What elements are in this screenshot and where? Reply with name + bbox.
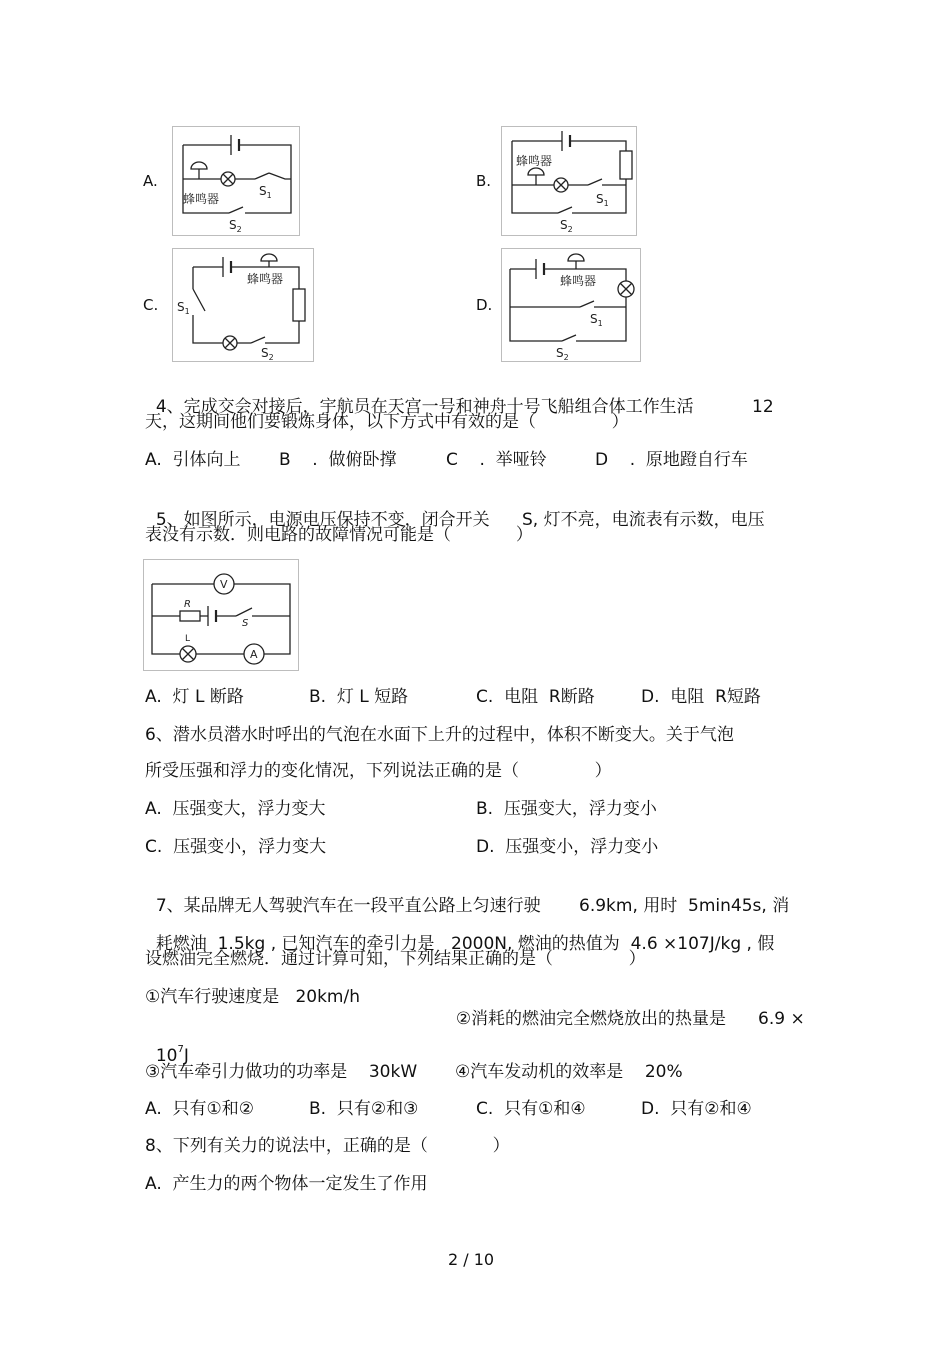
q7-line-2: 耗燃油 1.5kg , 已知汽车的牵引力是 2000N, 燃油的热值为 4.6 ×107J/kg , 假 (155, 934, 775, 954)
q8-choice-a: A. 产生力的两个物体一定发生了作用 (145, 1174, 428, 1194)
svg-text:S2: $S_2$ (556, 346, 569, 361)
svg-text:S2: $S_2$ (560, 218, 573, 234)
q6-choice-a: A. 压强变大，浮力变大 (145, 799, 326, 819)
option-label-b: B. (476, 172, 492, 190)
q4-line-2: 天，这期间他们要锻炼身体，以下方式中有效的是（ ） (145, 412, 629, 432)
resistor-label: R (184, 599, 191, 610)
q6-line-1: 6、潜水员潜水时呼出的气泡在水面下上升的过程中，体积不断变大。关于气泡 (145, 725, 734, 745)
q7-item-2: ②消耗的燃油完全燃烧放出的热量是 6.9 × (455, 1009, 805, 1029)
q6-line-2: 所受压强和浮力的变化情况，下列说法正确的是（ ） (145, 761, 612, 781)
switch-label: S (242, 618, 249, 629)
q7-item-4: ④汽车发动机的效率是 20% (455, 1062, 683, 1082)
ammeter-label: A (250, 648, 258, 661)
q5-circuit-figure (143, 559, 299, 671)
q6-choice-d: D. 压强变小，浮力变小 (476, 837, 659, 857)
q5-choice-a: A. 灯 L 断路 (145, 687, 244, 707)
circuit-figure-a (172, 126, 300, 236)
q7-line-3: 设燃油完全燃烧．通过计算可知，下列结果正确的是（ ） (145, 949, 646, 969)
q5-choice-d: D. 电阻 R短路 (641, 687, 761, 707)
circuit-figure-d (501, 248, 641, 362)
svg-text:S2: $S_2$ (261, 346, 274, 361)
q6-choice-b: B. 压强变大，浮力变小 (476, 799, 657, 819)
svg-text:S1: $S_1$ (590, 312, 603, 328)
svg-text:S1: $S_1$ (259, 184, 272, 200)
svg-text:S2: $S_2$ (229, 218, 242, 234)
q7-item-1: ①汽车行驶速度是 20km/h (145, 987, 360, 1007)
q4-choice-a: A. 引体向上 (145, 450, 241, 470)
lamp-label: L (185, 634, 191, 644)
q7-choice-a: A. 只有①和② (145, 1099, 255, 1119)
q5-line-2: 表没有示数．则电路的故障情况可能是（ ） (145, 525, 533, 545)
option-label-d: D. (476, 296, 493, 314)
q4-choice-d: D . 原地蹬自行车 (595, 450, 748, 470)
buzzer-label: 蜂鸣器 (183, 192, 220, 206)
svg-text:蜂鸣器: 蜂鸣器 (247, 272, 284, 286)
circuit-figure-c (172, 248, 314, 362)
svg-text:蜂鸣器: 蜂鸣器 (560, 274, 597, 288)
q4-choice-c: C . 举哑铃 (446, 450, 547, 470)
option-label-a: A. (143, 172, 158, 190)
q7-item-2-cont: $10^7J$ (155, 1044, 189, 1066)
voltmeter-label: V (220, 578, 228, 591)
q5-choice-b: B. 灯 L 短路 (309, 687, 409, 707)
q6-choice-c: C. 压强变小，浮力变大 (145, 837, 327, 857)
q7-line-1: 7、某品牌无人驾驶汽车在一段平直公路上匀速行驶 6.9km, 用时 5min45s, 消 (155, 896, 790, 916)
q7-choice-d: D. 只有②和④ (641, 1099, 752, 1119)
svg-text:S1: $S_1$ (177, 300, 190, 316)
option-label-c: C. (143, 296, 159, 314)
q7-choice-b: B. 只有②和③ (309, 1099, 419, 1119)
svg-text:S1: $S_1$ (596, 192, 609, 208)
svg-text:蜂鸣器: 蜂鸣器 (516, 154, 553, 168)
q7-choice-c: C. 只有①和④ (476, 1099, 586, 1119)
q4-choice-b: B . 做俯卧撑 (279, 450, 397, 470)
q4-line-1: 4、完成交会对接后，宇航员在天宫一号和神舟十号飞船组合体工作生活 12 (155, 397, 774, 417)
q7-item-3: ③汽车牵引力做功的功率是 30kW (145, 1062, 418, 1082)
page-number: 2 / 10 (448, 1250, 495, 1269)
circuit-figure-b (501, 126, 637, 236)
q5-line-1: 5、如图所示，电源电压保持不变，闭合开关 S, 灯不亮，电流表有示数，电压 (155, 510, 765, 530)
q5-choice-c: C. 电阻 R断路 (476, 687, 595, 707)
q8-line-1: 8、下列有关力的说法中，正确的是（ ） (145, 1136, 510, 1156)
